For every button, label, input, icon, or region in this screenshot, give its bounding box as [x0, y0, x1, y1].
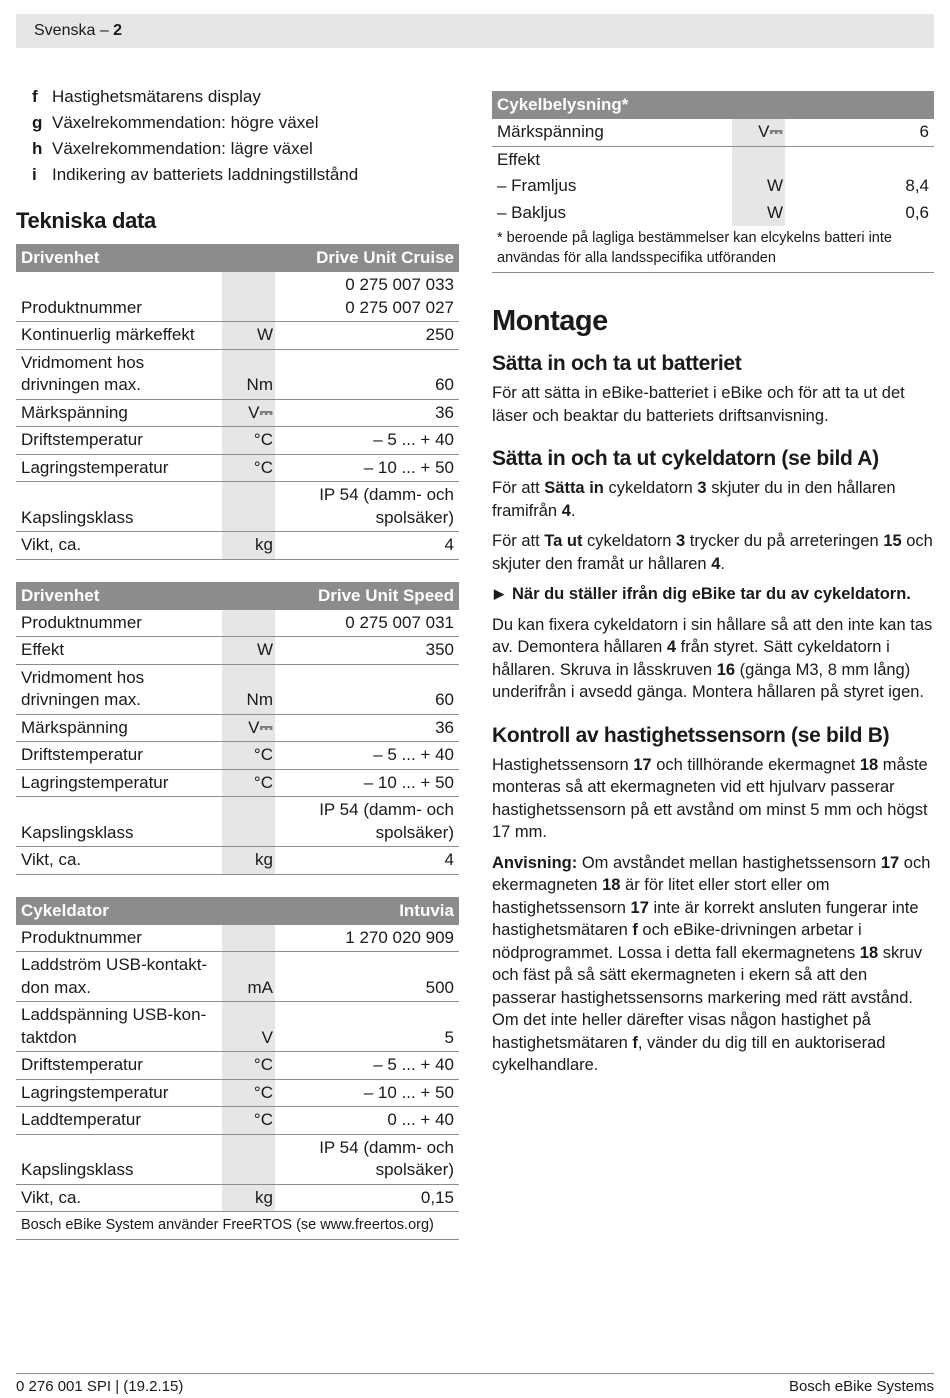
spec-value: IP 54 (damm- och spolsäker) [275, 1134, 459, 1184]
spec-name: Produktnummer [16, 925, 222, 952]
spec-name: Vridmoment hos drivningen max. [16, 349, 222, 399]
spec-value: 0,15 [275, 1184, 459, 1212]
table-row: – Framljus W 8,4 [492, 173, 934, 200]
arrow-right-icon: ▶ [494, 586, 504, 601]
table-row [16, 1134, 459, 1184]
footer-divider [16, 1373, 934, 1374]
spec-unit: mA [222, 952, 275, 1002]
table-row: Effekt [492, 146, 934, 173]
spec-unit [222, 482, 275, 532]
table-header: Drivenhet [16, 244, 275, 272]
spec-value: – 5 ... + 40 [275, 1052, 459, 1080]
spec-name: Vikt, ca. [16, 1184, 222, 1212]
legend-list [16, 84, 459, 188]
spec-unit [222, 272, 275, 322]
sensor-paragraph: Hastighetssensorn 17 och tillhörande ekermagnet 18 måste monteras så att ekermagneten vid ett hjulvarv passerar hastighetssensorn på ett avstånd om minst 5 mm och högst 17 mm. [492, 755, 928, 841]
table-row [16, 664, 459, 714]
table-row [16, 797, 459, 847]
table-row [16, 847, 459, 875]
table-row: Märkspänning V⎓ 6 [492, 119, 934, 146]
spec-value: – 10 ... + 50 [275, 454, 459, 482]
spec-value: 1 270 020 909 [275, 925, 459, 952]
spec-unit: V⎓ [222, 714, 275, 742]
table-header: Cykeldator [16, 897, 275, 925]
page-header: Svenska – 2 [34, 22, 123, 39]
spec-name: Driftstemperatur [16, 742, 222, 770]
spec-name: Kontinuerlig märkeffekt [16, 322, 222, 350]
table-row [16, 454, 459, 482]
table-header: Cykelbelysning* [492, 91, 934, 119]
spec-name: Lagringstemperatur [16, 454, 222, 482]
table-row [16, 349, 459, 399]
spec-value: 0 ... + 40 [275, 1107, 459, 1135]
spec-value: – 5 ... + 40 [275, 427, 459, 455]
spec-table-speed [16, 582, 459, 875]
spec-unit: °C [222, 742, 275, 770]
table-header: Intuvia [275, 897, 459, 925]
spec-unit: W [222, 322, 275, 350]
lock-paragraph: Du kan fixera cykeldatorn i sin hållare så att den inte kan tas av. Demontera hållaren 4 från styret. Sätt cykeldatorn i hållaren. Skruva in låsskruven 16 (gänga M3, 8 mm lång) underifrån i avsedd gänga. Montera hållaren på styret igen. [492, 615, 933, 701]
spec-name: Lagringstemperatur [16, 1079, 222, 1107]
spec-value: 0 275 007 031 [275, 610, 459, 637]
table-row [16, 610, 459, 637]
spec-name: Lagringstemperatur [16, 769, 222, 797]
spec-name: Driftstemperatur [16, 1052, 222, 1080]
spec-name: Driftstemperatur [16, 427, 222, 455]
spec-table-lights [492, 91, 934, 226]
spec-value: 36 [275, 714, 459, 742]
spec-value: – 5 ... + 40 [275, 742, 459, 770]
tech-data-heading: Tekniska data [16, 208, 156, 233]
spec-value: 500 [275, 952, 459, 1002]
spec-value: 36 [275, 399, 459, 427]
spec-unit: V⎓ [222, 399, 275, 427]
table-row [16, 714, 459, 742]
montage-heading: Montage [492, 305, 608, 337]
spec-value: 60 [275, 349, 459, 399]
table-row [16, 482, 459, 532]
table-row [16, 952, 459, 1002]
table-row [16, 322, 459, 350]
spec-value: 0 275 007 033 0 275 007 027 [275, 272, 459, 322]
spec-name: Vikt, ca. [16, 532, 222, 560]
remove-paragraph: För att Ta ut cykeldatorn 3 trycker du på arreteringen 15 och skjuter den framåt ur hållaren 4. [492, 532, 933, 573]
spec-name: Laddspänning USB-kon-taktdon [16, 1002, 222, 1052]
legend-item: h Växelrekommendation: lägre växel [32, 139, 313, 158]
left-column [16, 84, 459, 1262]
table-footnote: Bosch eBike System använder FreeRTOS (se www.freertos.org) [16, 1212, 459, 1240]
spec-name: Märkspänning [16, 399, 222, 427]
table-header: Drivenhet [16, 582, 275, 610]
computer-heading: Sätta in och ta ut cykeldatorn (se bild A) [492, 447, 879, 470]
table-row [16, 399, 459, 427]
table-row [16, 742, 459, 770]
spec-unit: °C [222, 1107, 275, 1135]
spec-unit [222, 610, 275, 637]
table-row [16, 1079, 459, 1107]
footer-doc-number: 0 276 001 SPI | (19.2.15) [16, 1378, 184, 1395]
table-header: Drive Unit Cruise [275, 244, 459, 272]
spec-unit: V [222, 1002, 275, 1052]
spec-unit: °C [222, 769, 275, 797]
legend-item: i Indikering av batteriets laddningstillstånd [32, 165, 359, 184]
spec-unit [222, 1134, 275, 1184]
battery-paragraph: För att sätta in eBike-batteriet i eBike och för att ta ut det läser och beaktar du batteriets driftsanvisning. [492, 384, 905, 425]
table-row [16, 1184, 459, 1212]
battery-heading: Sätta in och ta ut batteriet [492, 352, 742, 375]
spec-unit: Nm [222, 349, 275, 399]
spec-value: 350 [275, 637, 459, 665]
spec-unit: °C [222, 1079, 275, 1107]
spec-value: IP 54 (damm- och spolsäker) [275, 482, 459, 532]
spec-name: Vikt, ca. [16, 847, 222, 875]
table-row [16, 769, 459, 797]
spec-value: 60 [275, 664, 459, 714]
table-row [16, 1107, 459, 1135]
spec-unit [222, 797, 275, 847]
table-row [16, 637, 459, 665]
spec-value: – 10 ... + 50 [275, 769, 459, 797]
sensor-note-paragraph: Anvisning: Om avståndet mellan hastighetssensorn 17 och ekermagneten 18 är för litet eller stort eller om hastighetssensorn 17 inte är korrekt ansluten fungerar inte hastighetsmätaren f och eBike-drivningen arbetar i nödprogrammet. Lossa i detta fall ekermagnetens 18 skruv och fäst på så sätt ekermagneten i ekern så att den passerar hastighetssensorns markering med rätt avstånd. Om det inte heller därefter visas någon hastighet på hastighetsmätaren f, vänder du dig till en auktoriserad cykelhandlare. [492, 853, 931, 1074]
spec-table-computer [16, 897, 459, 1240]
spec-name: Produktnummer [16, 272, 222, 322]
spec-unit: °C [222, 1052, 275, 1080]
insert-paragraph: För att Sätta in cykeldatorn 3 skjuter du in den hållaren framifrån 4. [492, 479, 896, 520]
table-row [16, 272, 459, 322]
spec-unit: °C [222, 454, 275, 482]
spec-name: Produktnummer [16, 610, 222, 637]
spec-name: Kapslingsklass [16, 797, 222, 847]
table-row: – Bakljus W 0,6 [492, 200, 934, 227]
footer-brand: Bosch eBike Systems [788, 1378, 934, 1395]
spec-table-cruise [16, 244, 459, 560]
sensor-heading: Kontroll av hastighetssensorn (se bild B) [492, 723, 890, 747]
spec-value: 4 [275, 532, 459, 560]
table-row [16, 925, 459, 952]
spec-unit: kg [222, 847, 275, 875]
table-header: Drive Unit Speed [275, 582, 459, 610]
table-row [16, 532, 459, 560]
table-row [16, 1002, 459, 1052]
spec-name: Laddtemperatur [16, 1107, 222, 1135]
spec-name: Kapslingsklass [16, 482, 222, 532]
page-header-bar [16, 14, 934, 48]
legend-item: f Hastighetsmätarens display [32, 87, 261, 106]
spec-value: – 10 ... + 50 [275, 1079, 459, 1107]
spec-unit: kg [222, 1184, 275, 1212]
spec-unit: kg [222, 532, 275, 560]
spec-unit: °C [222, 427, 275, 455]
spec-unit [222, 925, 275, 952]
spec-name: Kapslingsklass [16, 1134, 222, 1184]
spec-unit: Nm [222, 664, 275, 714]
spec-value: 5 [275, 1002, 459, 1052]
spec-name: Märkspänning [16, 714, 222, 742]
spec-name: Laddström USB-kontakt-don max. [16, 952, 222, 1002]
spec-value: 4 [275, 847, 459, 875]
spec-value: IP 54 (damm- och spolsäker) [275, 797, 459, 847]
spec-name: Vridmoment hos drivningen max. [16, 664, 222, 714]
table-row [16, 1052, 459, 1080]
spec-value: 250 [275, 322, 459, 350]
spec-unit: W [222, 637, 275, 665]
right-column [492, 91, 934, 1085]
legend-item: g Växelrekommendation: högre växel [32, 113, 319, 132]
lights-footnote: * beroende på lagliga bestämmelser kan elcykelns batteri inte användas för alla landsspecifika utföranden [492, 226, 934, 273]
warning-paragraph: ▶ När du ställer ifrån dig eBike tar du av cykeldatorn. [492, 583, 934, 606]
spec-name: Effekt [16, 637, 222, 665]
table-row [16, 427, 459, 455]
